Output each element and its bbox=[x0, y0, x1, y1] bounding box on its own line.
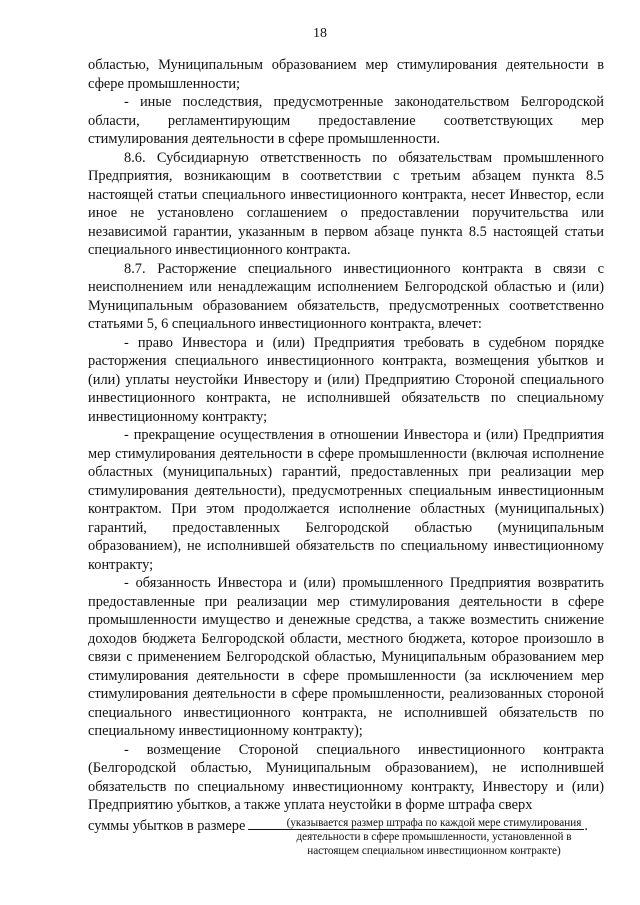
paragraph-5: - право Инвестора и (или) Предприятия требовать в судебном порядке расторжения специального инвестиционного контракта, возмещения убытков и (или) уплаты неустойки Инвестору и (или) Предприятию Стороной специального инвестиционного контракта, не исполнившей обязательств по специальному инвестиционному контракту; bbox=[88, 334, 604, 425]
paragraph-6: - прекращение осуществления в отношении Инвестора и (или) Предприятия мер стимулирования деятельности в сфере промышленности (включая исполнение областных (муниципальных) гарантий, предоставленных при реализации мер стимулирования деятельности), предусмотренных специальным инвестиционным контрактом. При этом продолжается исполнение областных (муниципальных) гарантий, предоставленных Белгородской областью (муниципальным образованием), не исполнившей обязательств по специальному инвестиционному контракту; bbox=[88, 427, 604, 573]
paragraph-4: 8.7. Расторжение специального инвестиционного контракта в связи с неисполнением или ненадлежащим исполнением Белгородской областью и (или) Муниципальным образованием обязательств, предусмотренных соответственно статьями 5, 6 специального инвестиционного контракта, влечет: bbox=[88, 260, 604, 332]
paragraph-8: - возмещение Стороной специального инвестиционного контракта (Белгородской областью, Муниципальным образованием), не исполнившей обязательств по специальному инвестиционному контракту, Инвестору и (или) Предприятию убытков, а также уплата неустойки в форме штрафа сверх bbox=[88, 741, 604, 813]
page-number: 18 bbox=[313, 26, 327, 41]
paragraph-3: 8.6. Субсидиарную ответственность по обязательствам промышленного Предприятия, возникающим в соответствии с третьим абзацем пункта 8.5 настоящей статьи специального инвестиционного контракта, несет Инвестор, если иное не установлено соглашением о предоставлении поручительства или независимой гарантии, указанным в первом абзаце пункта 8.5 настоящей статьи специального инвестиционного контракта. bbox=[88, 149, 604, 258]
penalty-amount-terminator: . bbox=[584, 817, 588, 834]
penalty-amount-label: суммы убытков в размере bbox=[88, 817, 246, 834]
paragraph-7: - обязанность Инвестора и (или) промышленного Предприятия возвратить предоставленные при реализации мер стимулирования деятельности в сфере промышленности имущество и денежные средства, а также возместить снижение доходов бюджета Белгородской области, местного бюджета, которое произошло в связи с применением Белгородской областью, Муниципальным образованием мер стимулирования деятельности в сфере промышленности (за исключением мер стимулирования деятельности в сфере промышленности, реализованных стороной специального инвестиционного контракта, не исполнившей обязательств по специальному инвестиционному контракту); bbox=[88, 575, 604, 739]
penalty-footnote: (указывается размер штрафа по каждой мере стимулирования деятельности в сфере промышленности, установленной в настоящем специальном инвестиционном контракте) bbox=[286, 817, 582, 858]
contract-body bbox=[88, 56, 604, 835]
paragraph-2: - иные последствия, предусмотренные законодательством Белгородской области, регламентирующим предоставление соответствующих мер стимулирования деятельности в сфере промышленности. bbox=[88, 94, 604, 147]
paragraph-1: областью, Муниципальным образованием мер стимулирования деятельности в сфере промышленности; bbox=[88, 57, 604, 92]
